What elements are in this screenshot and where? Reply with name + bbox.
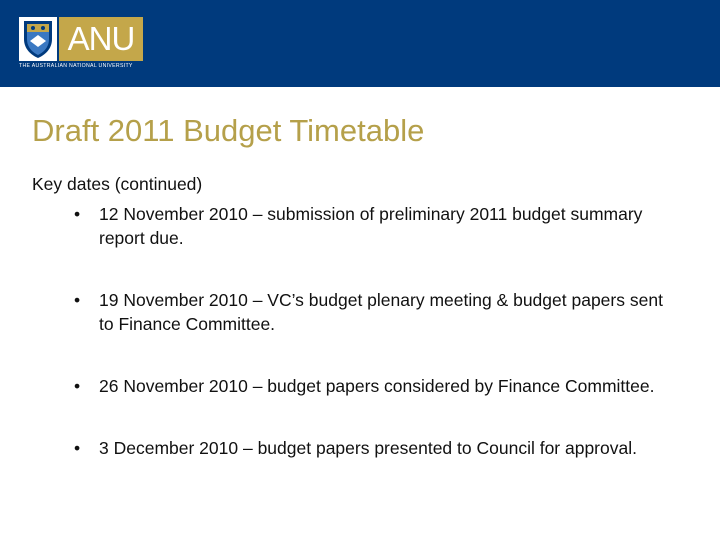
crest-icon	[19, 17, 57, 61]
bullet-item	[74, 288, 674, 336]
header-bar	[0, 0, 720, 87]
logo-wordmark: ANU	[59, 17, 143, 61]
bullet-item	[74, 202, 674, 250]
bullet-item	[74, 374, 674, 398]
bullet-dot-icon: •	[74, 204, 81, 224]
bullet-dot-icon: •	[74, 438, 81, 458]
bullet-text: 19 November 2010 – VC’s budget plenary meeting & budget papers sent to Finance Committee.	[99, 290, 663, 334]
intro-text: Key dates (continued)	[32, 174, 203, 194]
bullet-dot-icon: •	[74, 376, 81, 396]
anu-logo	[19, 17, 143, 69]
bullet-dot-icon: •	[74, 290, 81, 310]
bullet-text: 3 December 2010 – budget papers presented to Council for approval.	[99, 438, 637, 458]
bullet-item	[74, 436, 674, 460]
bullet-text: 12 November 2010 – submission of preliminary 2011 budget summary report due.	[99, 204, 643, 248]
bullet-text: 26 November 2010 – budget papers considered by Finance Committee.	[99, 376, 655, 396]
slide-title: Draft 2011 Budget Timetable	[32, 113, 425, 148]
logo-subtext: THE AUSTRALIAN NATIONAL UNIVERSITY	[19, 63, 133, 69]
bullet-list	[74, 202, 674, 498]
